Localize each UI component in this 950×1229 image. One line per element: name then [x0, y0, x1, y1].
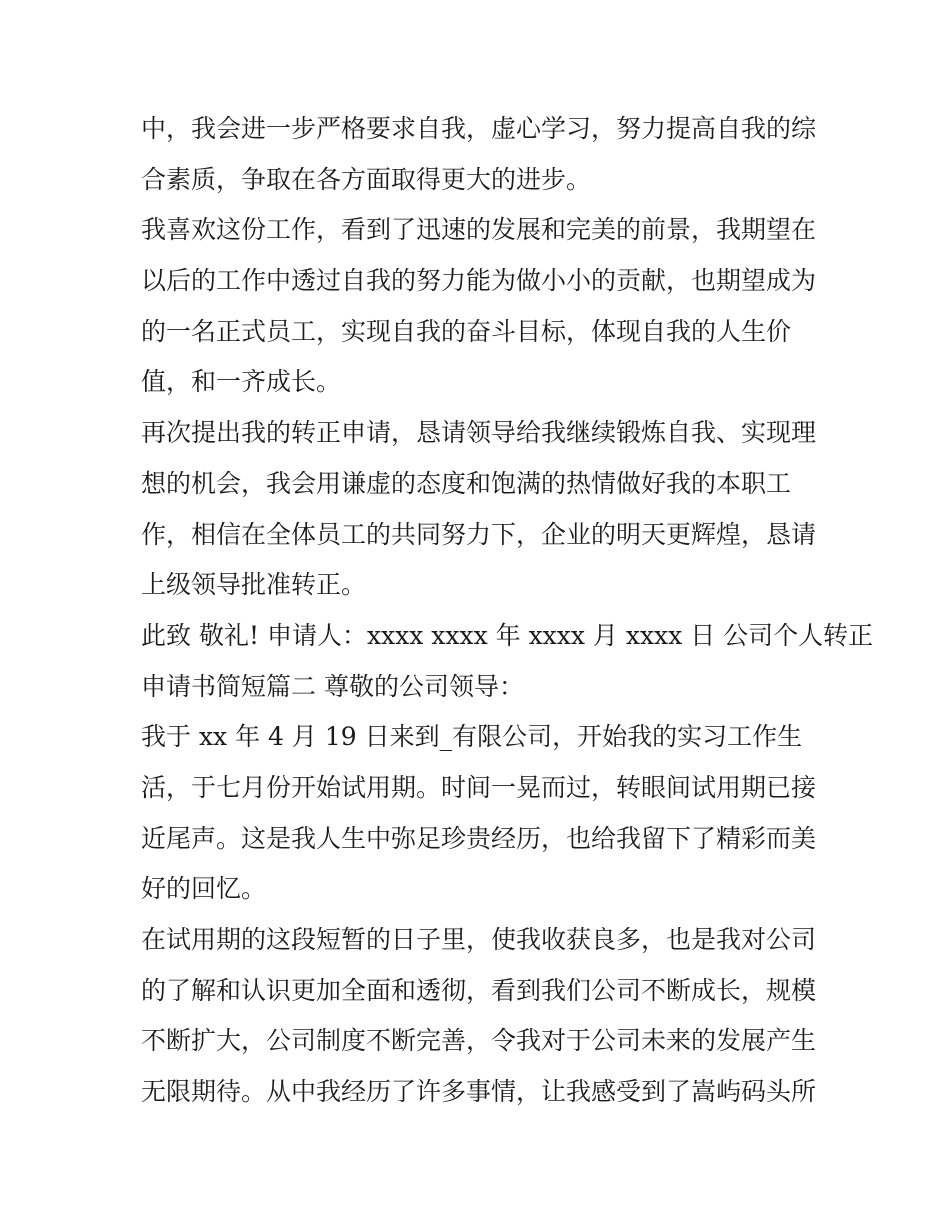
- text-line: 我于 xx 年 4 月 19 日来到_有限公司，开始我的实习工作生: [141, 722, 803, 752]
- text-line: 不断扩大，公司制度不断完善，令我对于公司未来的发展产生: [141, 1026, 817, 1056]
- text-line: 在试用期的这段短暂的日子里，使我收获良多，也是我对公司: [141, 925, 817, 954]
- text-line: 活，于七月份开始试用期。时间一晃而过，转眼间试用期已接: [141, 772, 817, 802]
- text-line: 以后的工作中透过自我的努力能为做小小的贡献，也期望成为: [141, 266, 817, 296]
- text-line: 我喜欢这份工作，看到了迅速的发展和完美的前景，我期望在: [141, 215, 817, 245]
- text-line: 近尾声。这是我人生中弥足珍贵经历，也给我留下了精彩而美: [141, 823, 817, 853]
- text-line: 中，我会进一步严格要求自我，虚心学习，努力提高自我的综: [141, 114, 817, 143]
- text-line: 想的机会，我会用谦虚的态度和饱满的热情做好我的本职工: [141, 468, 792, 498]
- text-line: 的一名正式员工，实现自我的奋斗目标，体现自我的人生价: [141, 316, 792, 346]
- text-line: 好的回忆。: [141, 874, 267, 904]
- text-line: 再次提出我的转正申请，恳请领导给我继续锻炼自我、实现理: [141, 418, 817, 448]
- text-line: 此致 敬礼! 申请人：xxxx xxxx 年 xxxx 月 xxxx 日 公司个人转正: [141, 620, 874, 650]
- text-line: 无限期待。从中我经历了许多事情，让我感受到了嵩屿码头所: [141, 1077, 817, 1107]
- text-line: 申请书简短篇二 尊敬的公司领导：: [141, 671, 524, 701]
- text-line: 上级领导批准转正。: [141, 570, 367, 600]
- text-line: 值，和一齐成长。: [141, 367, 342, 397]
- text-line: 合素质，争取在各方面取得更大的进步。: [141, 164, 592, 194]
- text-line: 的了解和认识更加全面和透彻，看到我们公司不断成长，规模: [141, 975, 817, 1005]
- document-body-text: [141, 104, 874, 1118]
- text-line: 作，相信在全体员工的共同努力下，企业的明天更辉煌，恳请: [141, 519, 817, 549]
